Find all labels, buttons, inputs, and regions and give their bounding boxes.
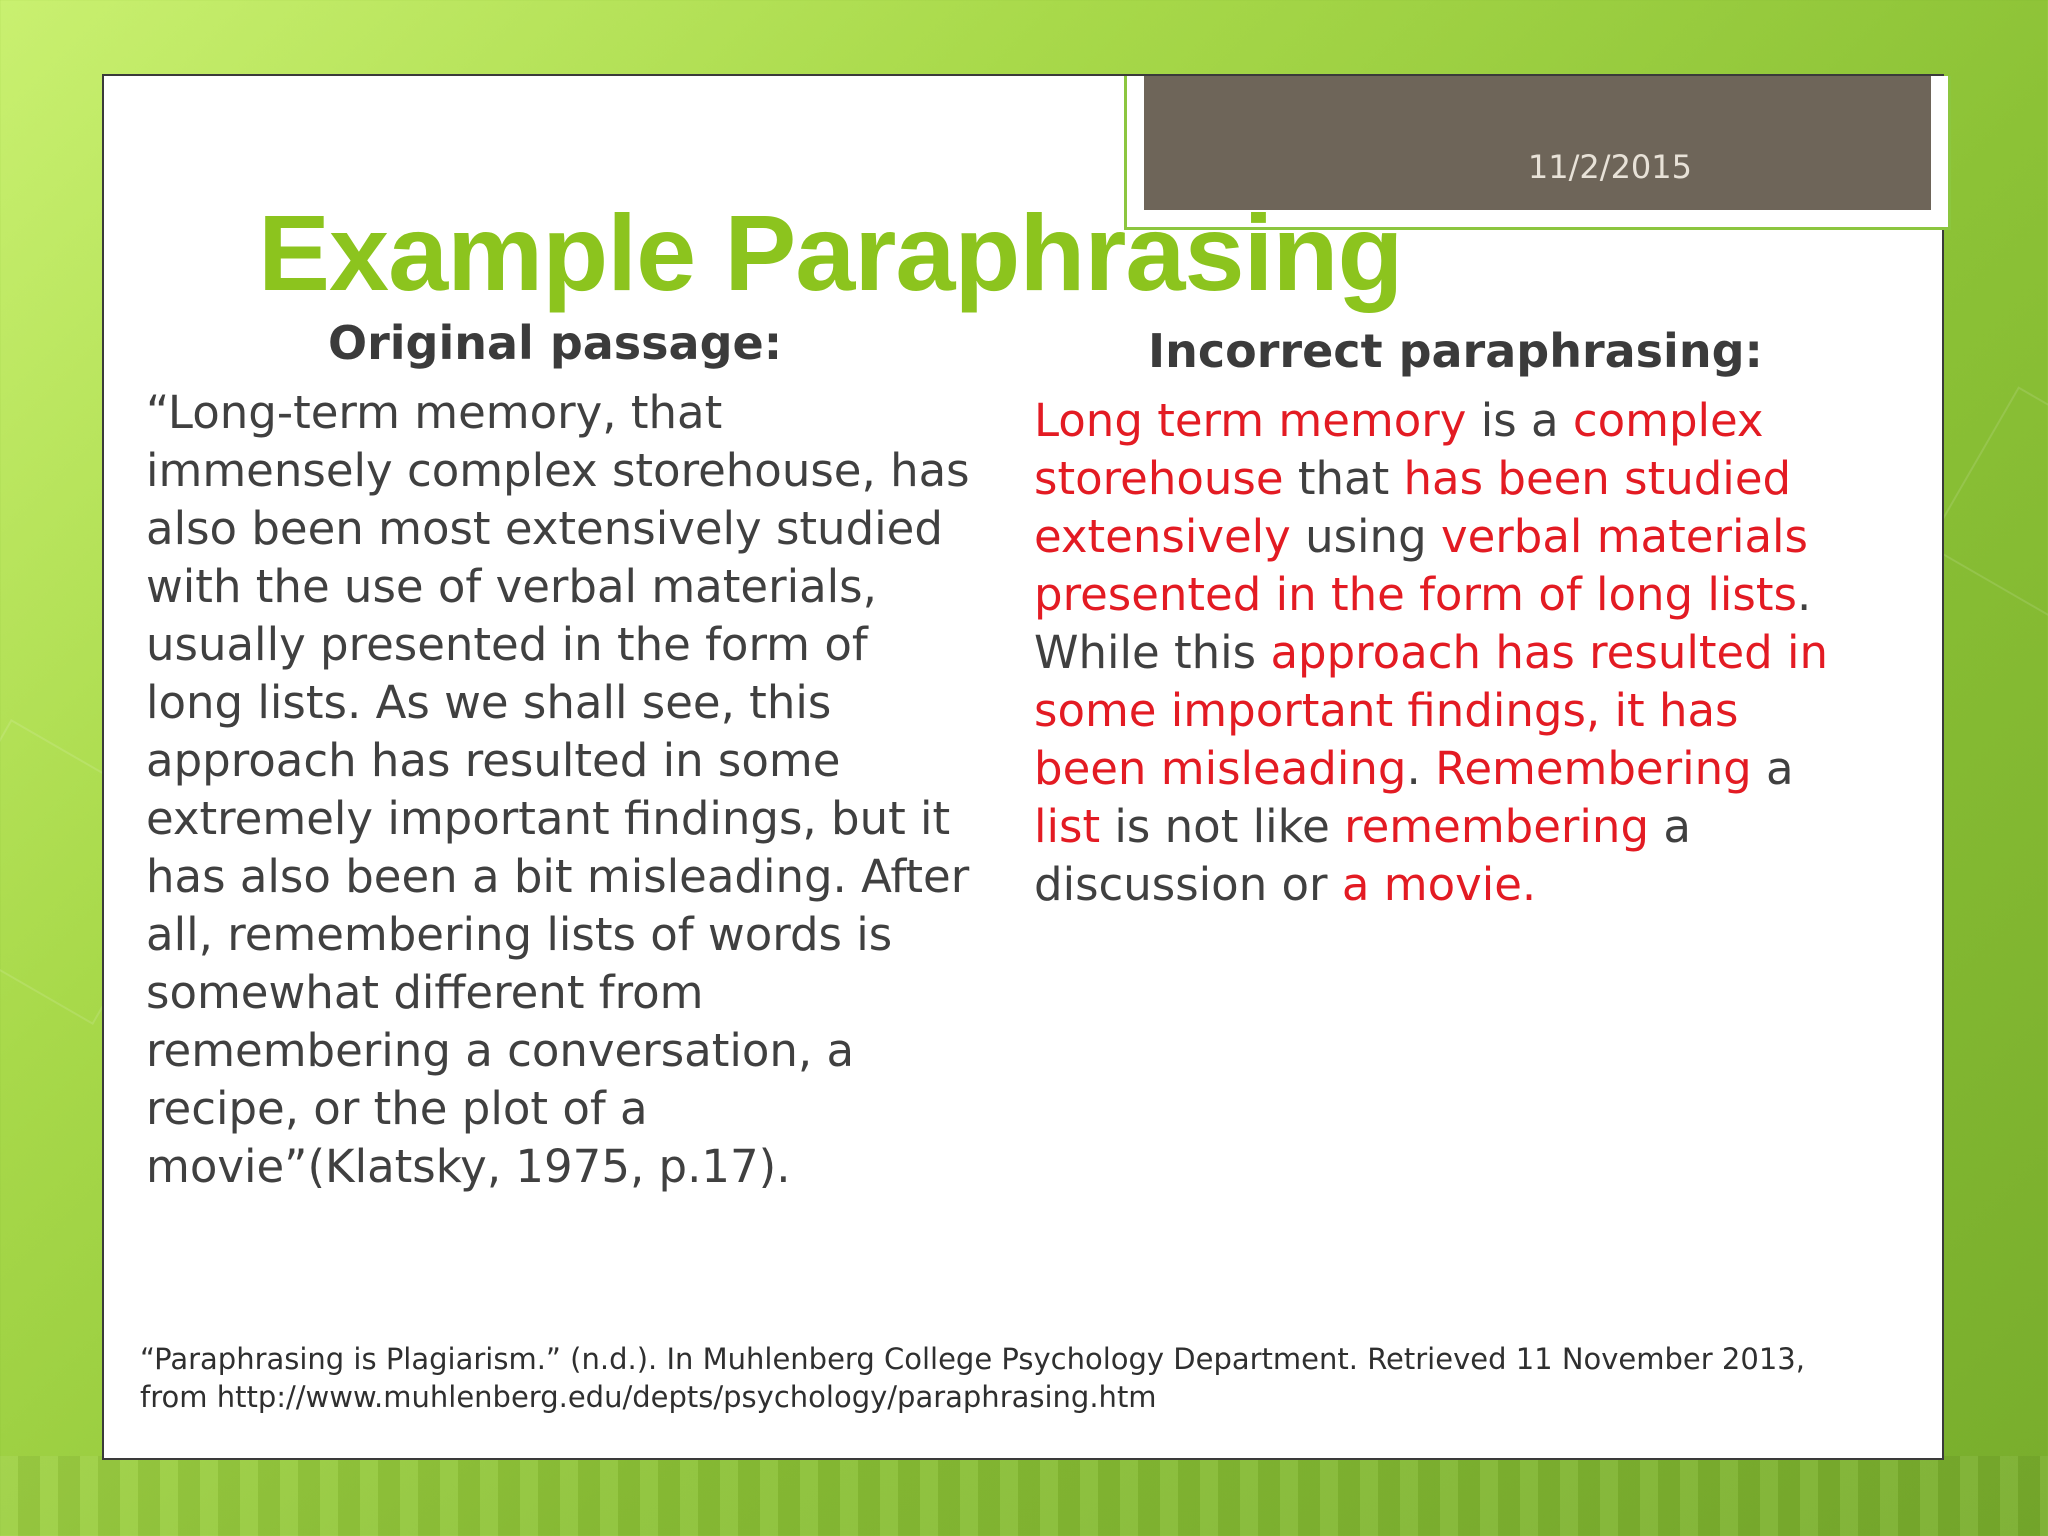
paraphrase-segment: that	[1283, 452, 1404, 505]
paraphrase-segment: .	[1406, 742, 1436, 795]
paraphrase-segment: a	[1751, 742, 1794, 795]
copied-phrase-highlight: has been studied extensively	[1034, 452, 1792, 563]
citation	[140, 1340, 1880, 1416]
background-stripes	[0, 1456, 2048, 1536]
citation-line-1: “Paraphrasing is Plagiarism.” (n.d.). In Muhlenberg College Psychology Department. Retrieved 11 November 2013,	[140, 1342, 1805, 1376]
copied-phrase-highlight: approach has resulted in some important findings, it has been misleading	[1034, 626, 1829, 795]
slide-date: 11/2/2015	[1527, 148, 1692, 186]
incorrect-paraphrasing-heading: Incorrect paraphrasing:	[1148, 324, 1763, 378]
paraphrase-segment: a discussion or	[1034, 800, 1691, 911]
copied-phrase-highlight: remembering	[1344, 800, 1650, 853]
paraphrase-segment: using	[1290, 510, 1441, 563]
original-passage-text: “Long-term memory, that immensely complex storehouse, has also been most extensively studied with the use of verbal materials, usually presented in the form of long lists. As we shall see, this approach has resulted in some extremely important findings, but it has also been a bit misleading. After all, remembering lists of words is somewhat different from remembering a conversation, a recipe, or the plot of a movie”(Klatsky, 1975, p.17).	[146, 386, 970, 1193]
original-passage-heading: Original passage:	[328, 316, 783, 370]
copied-phrase-highlight: Long term memory	[1034, 394, 1467, 447]
citation-line-2: from http://www.muhlenberg.edu/depts/psychology/paraphrasing.htm	[140, 1380, 1157, 1414]
copied-phrase-highlight: a movie.	[1341, 858, 1537, 911]
paraphrase-segment: is a	[1466, 394, 1573, 447]
copied-phrase-highlight: list	[1034, 800, 1101, 853]
copied-phrase-highlight: complex storehouse	[1034, 394, 1764, 505]
copied-phrase-highlight: Remembering	[1435, 742, 1752, 795]
incorrect-paraphrasing-text	[1034, 392, 1864, 914]
slide-title: Example Paraphrasing	[258, 192, 1403, 313]
paraphrase-segment: . While this	[1034, 568, 1812, 679]
copied-phrase-highlight: verbal materials presented in the form of long lists	[1034, 510, 1808, 621]
background-hexagon-decoration	[1926, 386, 2048, 637]
paraphrase-segment: is not like	[1100, 800, 1345, 853]
